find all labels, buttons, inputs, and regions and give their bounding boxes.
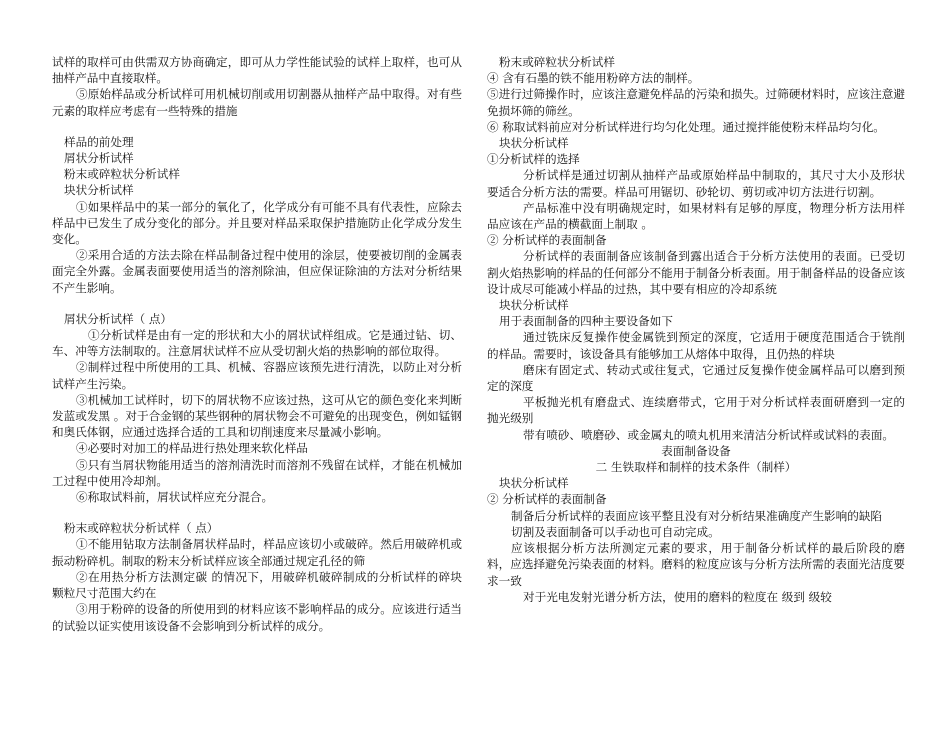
paragraph: ⑤进行过筛操作时，应该注意避免样品的污染和损失。过筛硬材料时，应该注意避免损坏筛的筛丝。 (487, 87, 905, 118)
paragraph-spacer (52, 505, 462, 520)
section-heading: 样品的前处理 (64, 134, 134, 149)
paragraph: ②采用合适的方法去除在样品制备过程中使用的涂层，使要被切削的金属表面完全外露。金属表面要使用适当的溶剂除油，但应保证除油的方法对分析结果不产生影响。 (52, 248, 462, 295)
paragraph: 带有喷砂、喷磨砂、或金属丸的喷丸机用来清洁分析试样或试料的表面。 (523, 427, 895, 442)
paragraph: ④必要时对加工的样品进行热处理来软化样品 (76, 441, 308, 456)
left-column (52, 54, 462, 634)
section-heading: 块状分析试样 (499, 476, 569, 491)
paragraph-spacer (52, 296, 462, 311)
section-heading: 用于表面制备的四种主要设备如下 (499, 314, 673, 329)
paragraph: 应该根据分析方法所测定元素的要求，用于制备分析试样的最后阶段的磨料，应选择避免污染表面的材料。磨料的粒度应该与分析方法所需的表面光洁度要求一致 (487, 541, 905, 588)
section-heading: 块状分析试样 (499, 136, 569, 151)
paragraph: ②在用热分析方法测定碳 的情况下，用破碎机破碎制成的分析试样的碎块颗粒尺寸范围大约在 (52, 569, 462, 601)
paragraph: 磨床有固定式、转动式或往复式，它通过反复操作使金属样品可以磨到预定的深度 (487, 362, 905, 394)
paragraph: 切割及表面制备可以手动也可自动完成。 (511, 524, 720, 539)
section-heading: 粉末或碎粒状分析试样 (64, 167, 180, 182)
paragraph-spacer (52, 119, 462, 134)
paragraph: ①分析试样是由有一定的形状和大小的屑状试样组成。它是通过钻、切、车、冲等方法制取的。注意屑状试样不应从受切割火焰的热影响的部位取得。 (52, 328, 462, 359)
paragraph: ⑤只有当屑状物能用适当的溶剂清洗时而溶剂不残留在试样，才能在机械加工过程中使用冷却剂。 (52, 457, 462, 488)
paragraph: 产品标准中没有明确规定时，如果材料有足够的厚度，物理分析方法用样品应该在产品的横截面上制取 。 (487, 200, 905, 232)
paragraph: ② 分析试样的表面制备 (487, 492, 607, 507)
paragraph: 平板抛光机有磨盘式、连续磨带式，它用于对分析试样表面研磨到一定的抛光级别 (487, 395, 905, 426)
paragraph: ② 分析试样的表面制备 (487, 233, 607, 248)
paragraph: ⑥ 称取试料前应对分析试样进行均匀化处理。通过搅拌能使粉末样品均匀化。 (487, 119, 885, 134)
paragraph: ①不能用钻取方法制备屑状样品时，样品应该切小或破碎。然后用破碎机或振动粉碎机。制取的粉末分析试样应该全部通过规定孔径的筛 (52, 537, 462, 568)
section-heading: 屑状分析试样（ 点） (64, 311, 173, 326)
paragraph: ⑤原始样品或分析试样可用机械切削或用切割器从抽样产品中取得。对有些元素的取样应考虑有一些特殊的措施 (52, 87, 462, 118)
section-heading: 粉末或碎粒状分析试样（ 点） (64, 521, 219, 536)
paragraph: ①分析试样的选择 (487, 152, 580, 167)
paragraph: 通过铣床反复操作使金属铣到预定的深度，它适用于硬度范围适合于铣削的样品。需要时，该设备具有能够加工从熔体中取得，且仍热的样块 (487, 330, 905, 361)
centered-heading: 二 生铁取样和制样的技术条件（制样） (595, 460, 797, 475)
paragraph: 试样的取样可由供需双方协商确定，即可从力学性能试验的试样上取样，也可从抽样产品中直接取样。 (52, 55, 462, 86)
paragraph: ②制样过程中所使用的工具、机械、容器应该预先进行清洗，以防止对分析试样产生污染。 (52, 360, 462, 391)
section-heading: 屑状分析试样 (64, 151, 134, 166)
right-column (487, 54, 905, 605)
section-heading: 块状分析试样 (64, 183, 134, 198)
section-heading: 块状分析试样 (499, 298, 569, 313)
paragraph: ⑥称取试料前，屑状试样应充分混合。 (76, 490, 274, 505)
paragraph: ①如果样品中的某一部分的氧化了，化学成分有可能不具有代表性，应除去样品中已发生了成分变化的部分。并且要对样品采取保护措施防止化学成分发生变化。 (52, 199, 462, 247)
paragraph: 制备后分析试样的表面应该平整且没有对分析结果准确度产生影响的缺陷 (511, 508, 883, 523)
section-heading: 粉末或碎粒状分析试样 (499, 55, 615, 69)
paragraph: ③用于粉碎的设备的所使用到的材料应该不影响样品的成分。应该进行适当的试验以证实使用该设备不会影响到分析试样的成分。 (52, 602, 462, 633)
paragraph: 对于光电发射光谱分析方法，使用的磨料的粒度在 级到 级较 (523, 589, 832, 604)
paragraph: 分析试样是通过切割从抽样产品或原始样品中制取的，其尺寸大小及形状要适合分析方法的需要。样品可用锯切、砂轮切、剪切或冲切方法进行切割。 (487, 168, 905, 199)
paragraph: ④ 含有石墨的铁不能用粉碎方法的制样。 (487, 71, 700, 86)
centered-heading: 表面制备设备 (661, 443, 731, 458)
paragraph: ③机械加工试样时，切下的屑状物不应该过热，这可从它的颜色变化来判断 发蓝或发黑 。对于合金钢的某些钢种的屑状物会不可避免的出现变色，例如锰钢和奥氏体钢，应通过选择合适的工具和切削速度来尽量减小影响。 (52, 392, 462, 440)
paragraph: 分析试样的表面制备应该制备到露出适合于分析方法使用的表面。已受切割火焰热影响的样品的任何部分不能用于制备分析表面。用于制备样品的设备应该设计成尽可能减小样品的过热，其中要有相应的冷却系统 (487, 249, 905, 296)
